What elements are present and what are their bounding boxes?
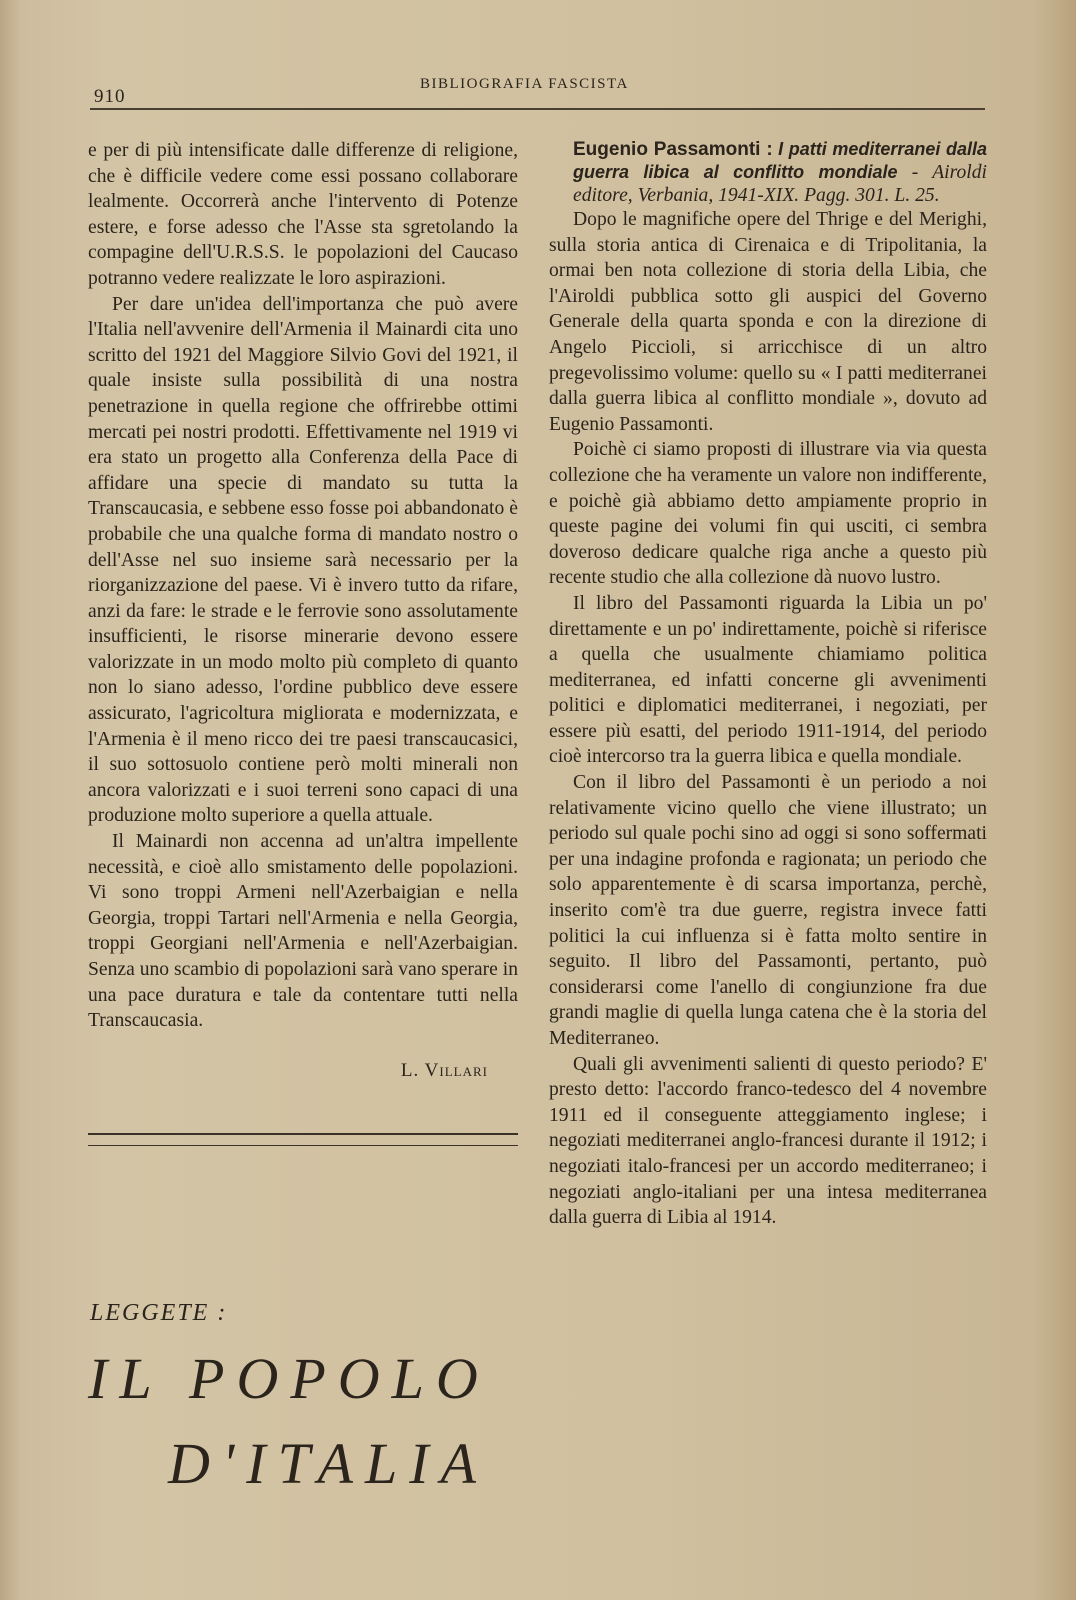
- paragraph: Quali gli avvenimenti salienti di questo periodo? E' presto detto: l'accordo franco-tedesco del 4 novembre 1911 ed il conseguente atteggiamento inglese; i negoziati mediterranei anglo-francesi durante il 1912; i negoziati italo-francesi per un accordo mediterraneo; i negoziati anglo-italiani per una intesa mediterranea dalla guerra di Libia al 1914.: [549, 1053, 987, 1229]
- page-header: [90, 72, 990, 112]
- section-divider: [88, 1133, 518, 1146]
- paragraph: e per di più intensificate dalle differenze di religione, che è difficile vedere come essi possano collaborare lealmente. Occorrerà anche l'intervento di Potenze estere, e forse adesso che l'Asse sta sgretolando la compagine dell'U.R.S.S. le popolazioni del Caucaso potranno vedere realizzate le loro aspirazioni.: [88, 140, 518, 289]
- advert-title-line2: D'ITALIA: [168, 1431, 488, 1496]
- paragraph: Il Mainardi non accenna ad un'altra impellente necessità, e cioè allo smistamento delle popolazioni. Vi sono troppi Armeni nell'Azerbaigian e nella Georgia, troppi Tartari nell'Armenia e nella Georgia, troppi Georgiani nell'Armenia e nell'Azerbaigian. Senza uno scambio di popolazioni sarà vano sperare in una pace duratura e tale da contentare tutti nella Transcaucasia.: [88, 831, 518, 1032]
- paragraph: Con il libro del Passamonti è un periodo a noi relativamente vicino quello che viene illustrato; un periodo sul quale pochi sino ad oggi si sono soffermati per una indagine profonda e ragionata; un periodo che solo apparentemente è di scarsa importanza, perchè, inserito com'è tra due guerre, registra invece fatti politici la cui influenza si è fatta molto sentire in seguito. Il libro del Passamonti, pertanto, può considerarsi come l'anello di congiunzione fra due grandi maglie di quella lunga catena che è la storia del Mediterraneo.: [549, 772, 987, 1049]
- paragraph: Dopo le magnifiche opere del Thrige e del Merighi, sulla storia antica di Cirenaica e di Tripolitania, la ormai ben nota collezione di storia della Libia, che l'Airoldi pubblica sotto gli auspici del Governo Generale della quarta sponda e con la direzione di Angelo Piccioli, si arricchisce di un altro pregevolissimo volume: quello su « I patti mediterranei dalla guerra libica al conflitto mondiale », dovuto ad Eugenio Passamonti.: [549, 209, 987, 435]
- advert-title-line1: IL POPOLO: [88, 1346, 490, 1411]
- review-book-title: I patti mediterranei dalla guerra libica al conflitto mondiale: [573, 139, 988, 182]
- page-number: 910: [94, 86, 126, 107]
- running-title: BIBLIOGRAFIA FASCISTA: [420, 76, 629, 92]
- advert-intro: LEGGETE :: [90, 1300, 228, 1326]
- author-signature: L. Villari: [400, 1059, 488, 1081]
- newspaper-advert: [88, 1300, 518, 1500]
- paragraph: Il libro del Passamonti riguarda la Libia un po' direttamente e un po' indirettamente, poichè si riferisce a quella che usualmente chiamiamo politica mediterranea, ed infatti concerne gli avvenimenti politici e diplomatici mediterranei, i negoziati, per essere più esatti, del periodo 1911-1914, del periodo cioè intercorso tra la guerra libica e quella mondiale.: [549, 592, 987, 768]
- paragraph: Per dare un'idea dell'importanza che può avere l'Italia nell'avvenire dell'Armenia il Mainardi cita uno scritto del 1921 del Maggiore Silvio Govi del 1921, il quale insiste sulla possibilità di una nostra penetrazione in quella regione che offrirebbe ottimi mercati pei nostri prodotti. Effettivamente nel 1919 vi era stato un progetto alla Conferenza della Pace di affidare una specie di mandato su tutta la Transcaucasia, e sebbene esso fosse poi abbandonato è probabile che una qualche forma di mandato nostro o dell'Asse nel suo insieme sarà necessario per la riorganizzazione del paese. Vi è invero tutto da rifare, anzi da fare: le strade e le ferrovie sono assolutamente insufficienti, le risorse minerarie devono essere valorizzate in un modo molto più completo di quanto non lo siano adesso, l'ordine pubblico deve essere assicurato, l'agricoltura migliorata e modernizzata, e l'Armenia è il meno ricco dei tre paesi transcaucasici, il suo sottosuolo contiene però molti minerali non ancora valorizzati e i suoi terreni sono capaci di una produzione molto superiore a quella attuale.: [88, 293, 518, 827]
- review-author: Eugenio Passamonti :: [573, 139, 773, 160]
- paragraph: Poichè ci siamo proposti di illustrare via via questa collezione che ha veramente un valore non indifferente, e poichè già abbiamo detto ampiamente proprio in queste pagine dei volumi fin qui usciti, ci sembra doveroso dedicare qualche riga anche a questo più recente studio che alla collezione dà nuovo lustro.: [549, 439, 987, 589]
- review-heading: [549, 138, 987, 207]
- right-column: [549, 138, 987, 1231]
- review-publication: - Airoldi editore, Verbania, 1941-XIX. Pagg. 301. L. 25.: [573, 162, 987, 206]
- left-column: [88, 138, 518, 1146]
- header-rule: [90, 108, 985, 110]
